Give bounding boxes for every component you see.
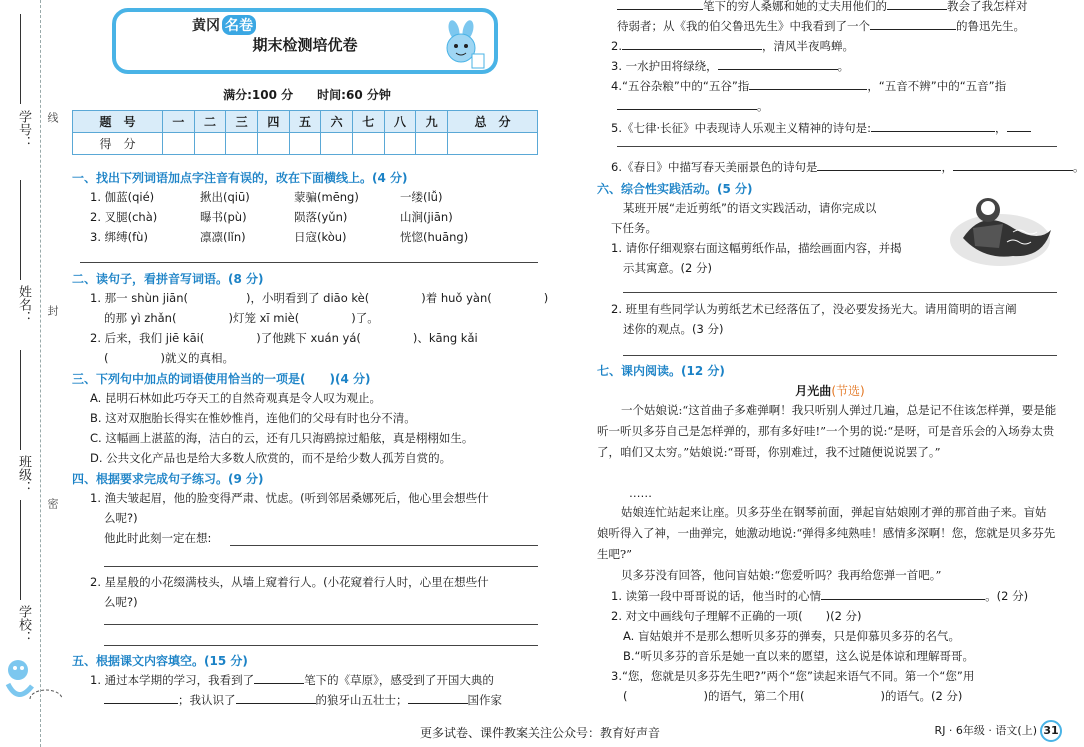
school-line [20,500,21,600]
name-label: 姓名： [16,285,31,324]
score-cell[interactable] [416,133,448,155]
student-id-label: 学号： [16,110,31,149]
sec3-option-a: A. 昆明石林如此巧夺天工的自然奇观真是令人叹为观止。 [90,391,381,405]
cut-mark-mi: 密 [46,498,59,509]
sec3-option-d: D. 公共文化产品也是给大多数人欣赏的，而不是给少数人孤芳自赏的。 [90,451,452,465]
sec1-item: 揪出(qiū) [200,190,250,204]
sec5-cont-line-2: 待弱者；从《我的伯父鲁迅先生》中我看到了一个 的鲁迅先生。 [617,19,1025,33]
score-table-score-row [73,133,538,155]
sec5-q6: 6.《春日》中描写春天美丽景色的诗句是 ， 。 [611,160,1084,174]
section-7-title: 七、课内阅读。(12 分) [597,364,725,378]
section-3-title: 三、下列句中加点的词语使用恰当的一项是( )(4 分) [72,372,371,386]
class-label: 班级： [16,455,31,494]
sec4-q1-cont: 么呢?) [104,511,138,525]
score-cell[interactable] [226,133,258,155]
sec4-answer-line[interactable] [104,624,538,625]
table-header-cell: 题 号 [73,111,163,133]
sec5-q4-cont: 。 [617,97,769,115]
article-paragraph-3: 贝多芬没有回答，他问盲姑娘:“您爱听吗？我再给您弹一首吧。” [621,568,942,582]
sec5-q4: 4.“五谷杂粮”中的“五谷”指 ，“五音不辨”中的“五音”指 [611,79,1007,93]
sec4-answer-line[interactable] [104,645,538,646]
sec7-q2-option-a: A. 盲姑娘并不是那么想听贝多芬的弹奏，只是仰慕贝多芬的名气。 [623,629,960,643]
score-cell[interactable] [194,133,226,155]
score-cell[interactable] [163,133,195,155]
table-header-cell: 总 分 [447,111,537,133]
sec1-item: 恍惚(huāng) [400,230,469,244]
score-cell[interactable] [258,133,290,155]
sec3-option-c: C. 这幅画上湛蓝的海，洁白的云，还有几只海鸥掠过船舷，真是栩栩如生。 [90,431,474,445]
sec6-intro: 某班开展“走近剪纸”的语文实践活动，请你完成以 [623,201,877,215]
sec6-answer-line[interactable] [623,292,1057,293]
table-header-cell: 九 [416,111,448,133]
table-header-cell: 四 [258,111,290,133]
score-cell[interactable] [289,133,321,155]
table-header-cell: 七 [352,111,384,133]
title-banner [112,8,498,74]
sec4-q2-cont: 么呢?) [104,595,138,609]
article-paragraph-1: 一个姑娘说:“这首曲子多难弹啊！我只听别人弹过几遍，总是记不住该怎样弹，要是能听一听贝多芬自己是怎样弹的，那有多好哇!”一个男的说:“是呀，可是音乐会的入场券太贵了，咱们又太穷。”姑娘说:“哥哥，你别难过，我不过随便说说罢了。” [597,403,1057,459]
sec3-option-b: B. 这对双胞胎长得实在惟妙惟肖，连他们的父母有时也分不清。 [90,411,416,425]
sec4-q1: 1. 渔夫皱起眉，他的脸变得严肃、忧虑。(听到邻居桑娜死后，他心里会想些什 [90,491,489,505]
sec6-answer-line[interactable] [623,355,1057,356]
left-column [72,0,549,747]
sec1-item: 陨落(yǔn) [294,210,348,224]
cut-mark-feng: 封 [46,305,59,316]
full-score: 满分:100 分 [223,88,294,102]
table-header-cell: 六 [321,111,353,133]
score-cell[interactable] [321,133,353,155]
footer-text: 更多试卷、课件教案关注公众号：教育好声音 [419,726,660,740]
section-4-title: 四、根据要求完成句子练习。(9 分) [72,472,264,486]
sec5-line-2: ；我认识了 的狼牙山五壮士； 国作家 [104,691,502,709]
sec7-q3: 3.“您，您就是贝多芬先生吧?”两个“您”读起来语气不同。第一个“您”用 [611,669,975,683]
score-cell[interactable] [384,133,416,155]
section-5-title: 五、根据课文内容填空。(15 分) [72,654,248,668]
sec7-q1: 1. 读第一段中哥哥说的话，他当时的心情 。(2 分) [611,589,1029,603]
sec1-item: 曝书(pù) [200,210,247,224]
sec7-q2-option-b: B.“听贝多芬的音乐是她一直以来的愿望，这么说是体谅和理解哥哥。 [623,649,974,663]
sec6-q2: 2. 班里有些同学认为剪纸艺术已经落伍了，没必要发扬光大。请用简明的语言阐 [611,302,1017,316]
sec6-q2-cont: 述你的观点。(3 分) [623,322,724,336]
sec1-answer-line[interactable] [80,262,538,263]
sec5-q3: 3. 一水护田将绿绕， 。 [611,59,850,73]
page-info: RJ · 6年级 · 语文(上) 31 [935,720,1062,742]
exam-time: 时间:60 分钟 [317,88,391,102]
table-header-cell: 三 [226,111,258,133]
sec7-q3-cont: ( )的语气，第二个用( )的语气。(2 分) [623,689,963,703]
binding-line [40,0,41,747]
table-header-cell: 五 [289,111,321,133]
sec1-item: 一缕(lǚ) [400,190,443,204]
sec4-answer-line[interactable] [104,566,538,567]
table-header-cell: 八 [384,111,416,133]
score-table-header-row [73,111,538,133]
student-id-line [20,14,21,104]
score-cell[interactable] [352,133,384,155]
binding-hole-icon [28,688,64,710]
right-column [597,0,1084,747]
sec5-line-1: 1. 通过本学期的学习，我看到了 笔下的《草原》，感受到了开国大典的 [90,673,494,687]
article-ellipsis: …… [629,486,652,500]
sec5-q2: 2. ，清风半夜鸣蝉。 [611,39,854,53]
sec1-item: 日寇(kòu) [294,230,347,244]
sec1-item: 蒙骗(mēng) [294,190,359,204]
page-number: 31 [1040,720,1062,742]
article-paragraph-2: 姑娘连忙站起来让座。贝多芬坐在钢琴前面，弹起盲姑娘刚才弹的那首曲子来。盲姑娘听得入了神，一曲弹完，她激动地说:“弹得多纯熟哇！感情多深啊！您，您就是贝多芬先生吧?” [597,505,1056,561]
section-6-title: 六、综合性实践活动。(5 分) [597,182,753,196]
cut-mark-xian: 线 [46,112,59,123]
exam-title: 期末检测培优卷 [252,36,358,54]
sec4-answer-line[interactable] [230,545,538,546]
sec1-item: 2. 叉腿(chà) [90,210,158,224]
sec4-q2: 2. 星星般的小花缀满枝头，从墙上窥着行人。(小花窥着行人时，心里在想些什 [90,575,489,589]
sec6-q1: 1. 请你仔细观察右面这幅剪纸作品，描绘画面内容，并揭 [611,241,902,255]
name-line [20,180,21,280]
sec6-q1-cont: 示其寓意。(2 分) [623,261,712,275]
sec5-answer-line[interactable] [617,146,1057,147]
score-time-line [72,86,542,103]
sec4-q1-prompt: 他此时此刻一定在想: [104,531,212,545]
sec2-line-4: ( )就义的真相。 [104,351,234,365]
binding-strip [0,0,70,747]
sec5-q5: 5.《七律·长征》中表现诗人乐观主义精神的诗句是: ， [611,119,1031,137]
sec2-line-1: 1. 那一 shùn jiān( )，小明看到了 diāo kè( )着 huǒ yàn( ) [90,291,549,305]
school-label: 学校： [16,605,31,644]
article-title: 月光曲(节选) [795,384,865,398]
score-cell[interactable] [447,133,537,155]
rabbit-mascot-icon [434,20,486,70]
table-header-cell: 二 [194,111,226,133]
table-header-cell: 一 [163,111,195,133]
sec7-q2: 2. 对文中画线句子理解不正确的一项( )(2 分) [611,609,862,623]
sec1-item: 山涧(jiān) [400,210,453,224]
sec6-intro-cont: 下任务。 [611,221,657,235]
sec1-item: 凛凛(lǐn) [200,230,246,244]
sec1-item: 1. 伽蓝(qié) [90,190,155,204]
sec1-item: 3. 绑缚(fù) [90,230,148,244]
sec2-line-2: 的那 yì zhǎn( )灯笼 xī miè( )了。 [104,311,379,325]
section-2-title: 二、读句子，看拼音写词语。(8 分) [72,272,264,286]
sec2-line-3: 2. 后来，我们 jiē kāi( )了他跳下 xuán yá( )、kāng kǎi [90,331,478,345]
paper-cut-artwork-image [943,188,1057,272]
brand-logo: 黄冈 名卷 [186,15,262,35]
section-1-title: 一、找出下列词语加点字注音有误的，改在下面横线上。(4 分) [72,171,408,185]
score-table [72,110,538,155]
class-line [20,350,21,450]
score-row-label: 得 分 [73,133,163,155]
sec5-cont-line-1: 笔下的穷人桑娜和她的丈夫用他们的 教会了我怎样对 [617,0,1028,15]
